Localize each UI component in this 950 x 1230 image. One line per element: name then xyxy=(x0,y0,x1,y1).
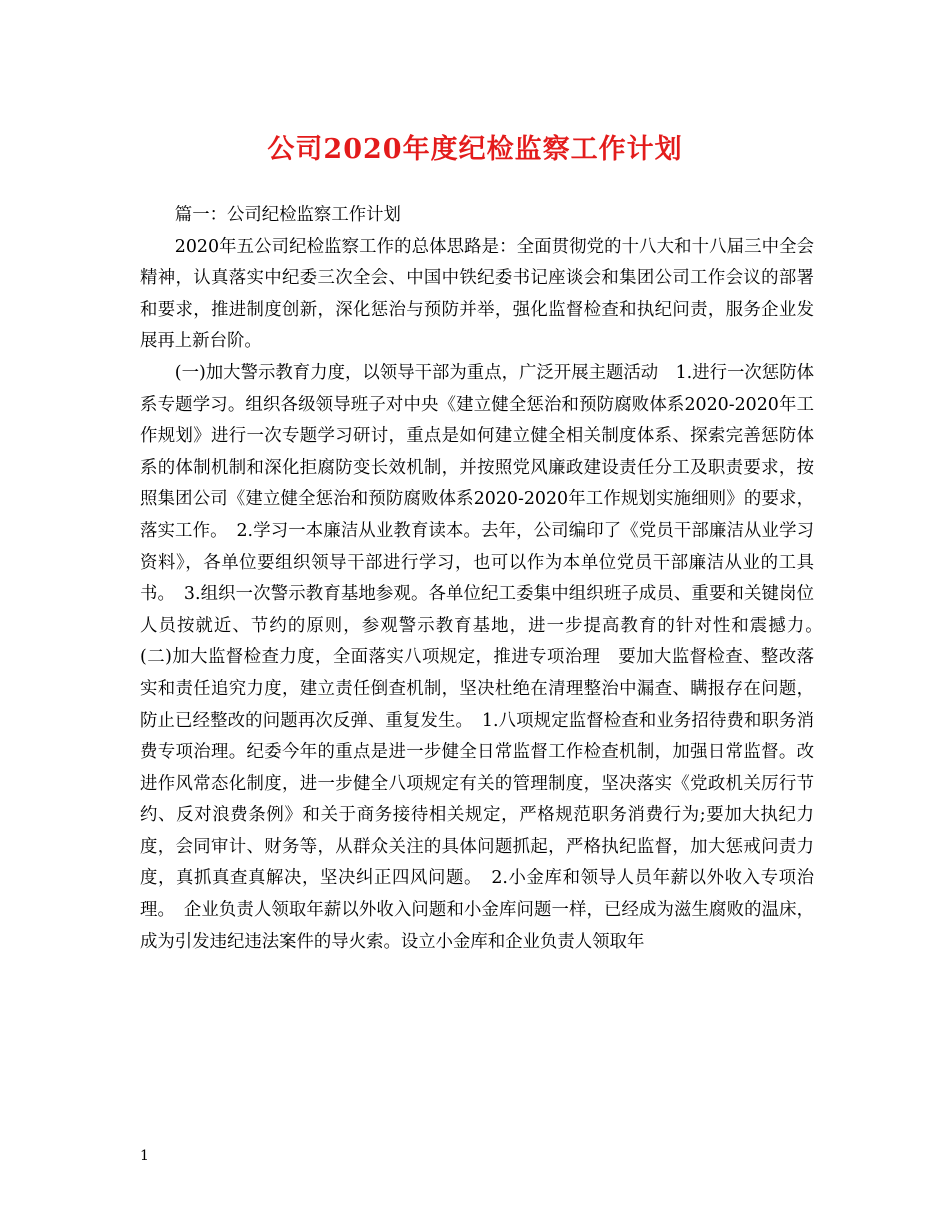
paragraph-overview: 2020年五公司纪检监察工作的总体思路是：全面贯彻党的十八大和十八届三中全会精神，认真落实中纪委三次全会、中国中铁纪委书记座谈会和集团公司工作会议的部署和要求，推进制度创新，深化惩治与预防并举，强化监督检查和执纪问责，服务企业发展再上新台阶。 xyxy=(140,236,814,352)
page-number: 1 xyxy=(140,1148,149,1164)
document-body xyxy=(140,200,832,958)
document-title: 公司2020年度纪检监察工作计划 xyxy=(267,134,683,165)
paragraph-details: (一)加大警示教育力度，以领导干部为重点，广泛开展主题活动 1.进行一次惩防体系专题学习。组织各级领导班子对中央《建立健全惩治和预防腐败体系2020-2020年工作规划》进行一次专题学习研讨，重点是如何建立健全相关制度体系、探索完善惩防体系的体制机制和深化拒腐防变长效机制，并按照党风廉政建设责任分工及职责要求，按照集团公司《建立健全惩治和预防腐败体系2020-2020年工作规划实施细则》的要求，落实工作。 2.学习一本廉洁从业教育读本。去年，公司编印了《党员干部廉洁从业学习资料》，各单位要组织领导干部进行学习，也可以作为本单位党员干部廉洁从业的工具书。 3.组织一次警示教育基地参观。各单位纪工委集中组织班子成员、重要和关键岗位人员按就近、节约的原则，参观警示教育基地，进一步提高教育的针对性和震撼力。 (二)加大监督检查力度，全面落实八项规定，推进专项治理 要加大监督检查、整改落实和责任追究力度，建立责任倒查机制，坚决杜绝在清理整治中漏查、瞒报存在问题，防止已经整改的问题再次反弹、重复发生。 1.八项规定监督检查和业务招待费和职务消费专项治理。纪委今年的重点是进一步健全日常监督工作检查机制，加强日常监督。改进作风常态化制度，进一步健全八项规定有关的管理制度，坚决落实《党政机关厉行节约、反对浪费条例》和关于商务接待相关规定，严格规范职务消费行为;要加大执纪力度，会同审计、财务等，从群众关注的具体问题抓起，严格执纪监督，加大惩戒问责力度，真抓真查真解决，坚决纠正四风问题。 2.小金库和领导人员年薪以外收入专项治理。 企业负责人领取年薪以外收入问题和小金库问题一样，已经成为滋生腐败的温床，成为引发违纪违法案件的导火索。设立小金库和企业负责人领取年 xyxy=(140,362,832,952)
section-label: 篇一：公司纪检监察工作计划 xyxy=(174,205,401,225)
